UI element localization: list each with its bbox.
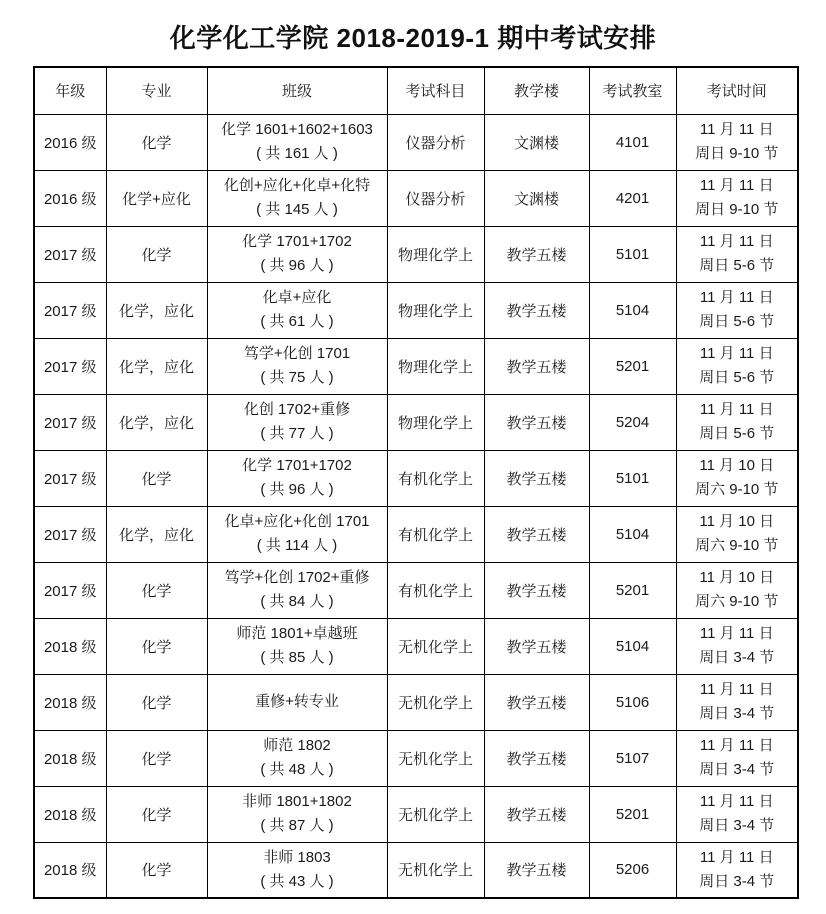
cell-grade: 2017 级 (34, 226, 106, 282)
column-header: 考试时间 (676, 67, 798, 114)
class-size: ( 共 114 人 ) (256, 537, 338, 554)
cell-class (207, 674, 387, 730)
class-name: 化学 1601+1602+1603 (221, 121, 373, 138)
cell-time (676, 842, 798, 898)
exam-session: 周日 9-10 节 (695, 201, 779, 218)
cell-subject: 无机化学上 (387, 730, 484, 786)
cell-subject: 物理化学上 (387, 394, 484, 450)
table-row (34, 226, 798, 282)
cell-time (676, 170, 798, 226)
column-header: 专业 (106, 67, 207, 114)
cell-class (207, 842, 387, 898)
cell-major: 化学，应化 (106, 338, 207, 394)
cell-subject: 无机化学上 (387, 618, 484, 674)
cell-major: 化学 (106, 842, 207, 898)
cell-time (676, 730, 798, 786)
class-size: ( 共 48 人 ) (260, 761, 334, 778)
exam-session: 周日 3-4 节 (699, 705, 775, 722)
class-size: ( 共 96 人 ) (260, 257, 334, 274)
class-name: 化创+应化+化卓+化特 (223, 177, 371, 194)
exam-date: 11 月 11 日 (699, 793, 774, 810)
class-name: 非师 1803 (263, 848, 331, 866)
cell-building: 教学五楼 (484, 562, 589, 618)
cell-building: 教学五楼 (484, 226, 589, 282)
class-name: 化卓+应化 (262, 289, 332, 306)
cell-time (676, 786, 798, 842)
exam-date: 11 月 11 日 (699, 681, 774, 698)
cell-time (676, 674, 798, 730)
exam-date: 11 月 10 日 (699, 457, 775, 474)
page-title: 化学化工学院 2018-2019-1 期中考试安排 (169, 23, 657, 53)
cell-class (207, 786, 387, 842)
cell-room: 5101 (589, 226, 676, 282)
class-name: 化卓+应化+化创 1701 (224, 513, 370, 530)
table-row (34, 114, 798, 170)
cell-building: 教学五楼 (484, 842, 589, 898)
table-row (34, 786, 798, 842)
exam-date: 11 月 11 日 (699, 121, 774, 138)
table-row (34, 338, 798, 394)
cell-class (207, 450, 387, 506)
cell-room: 5101 (589, 450, 676, 506)
cell-major: 化学 (106, 618, 207, 674)
cell-subject: 仪器分析 (387, 170, 484, 226)
class-size: ( 共 145 人 ) (256, 201, 338, 218)
table-row (34, 394, 798, 450)
cell-room: 5107 (589, 730, 676, 786)
column-header: 年级 (34, 67, 106, 114)
class-size: ( 共 85 人 ) (260, 649, 334, 666)
cell-class (207, 282, 387, 338)
class-size: ( 共 161 人 ) (256, 145, 338, 162)
exam-session: 周日 9-10 节 (695, 145, 779, 162)
cell-room: 5201 (589, 338, 676, 394)
cell-building: 教学五楼 (484, 394, 589, 450)
column-header: 教学楼 (484, 67, 589, 114)
class-name: 化创 1702+重修 (243, 401, 351, 418)
class-size: ( 共 75 人 ) (260, 369, 334, 386)
cell-room: 5206 (589, 842, 676, 898)
cell-building: 教学五楼 (484, 282, 589, 338)
cell-major: 化学，应化 (106, 506, 207, 562)
cell-time (676, 394, 798, 450)
cell-time (676, 114, 798, 170)
exam-date: 11 月 11 日 (699, 625, 774, 642)
table-row (34, 842, 798, 898)
cell-building: 文渊楼 (484, 114, 589, 170)
cell-major: 化学，应化 (106, 394, 207, 450)
exam-date: 11 月 11 日 (699, 345, 774, 362)
exam-session: 周日 3-4 节 (699, 872, 775, 890)
cell-time (676, 282, 798, 338)
exam-session: 周日 5-6 节 (699, 257, 775, 274)
exam-date: 11 月 11 日 (699, 233, 774, 250)
cell-major: 化学，应化 (106, 282, 207, 338)
class-name: 笃学+化创 1702+重修 (224, 569, 370, 586)
cell-class (207, 394, 387, 450)
cell-building: 教学五楼 (484, 506, 589, 562)
table-row (34, 730, 798, 786)
cell-building: 文渊楼 (484, 170, 589, 226)
exam-session: 周日 5-6 节 (699, 369, 775, 386)
cell-room: 4101 (589, 114, 676, 170)
cell-subject: 物理化学上 (387, 226, 484, 282)
cell-major: 化学 (106, 114, 207, 170)
cell-subject: 有机化学上 (387, 450, 484, 506)
cell-subject: 无机化学上 (387, 842, 484, 898)
cell-subject: 有机化学上 (387, 562, 484, 618)
cell-class (207, 562, 387, 618)
cell-grade: 2018 级 (34, 674, 106, 730)
table-row (34, 170, 798, 226)
cell-class (207, 114, 387, 170)
exam-date: 11 月 11 日 (699, 737, 774, 754)
cell-major: 化学 (106, 226, 207, 282)
cell-room: 5104 (589, 506, 676, 562)
class-size: ( 共 87 人 ) (260, 817, 334, 834)
table-row (34, 506, 798, 562)
cell-room: 5104 (589, 618, 676, 674)
cell-time (676, 562, 798, 618)
cell-grade: 2018 级 (34, 842, 106, 898)
cell-time (676, 338, 798, 394)
exam-date: 11 月 11 日 (699, 177, 774, 194)
exam-session: 周六 9-10 节 (695, 537, 779, 554)
cell-grade: 2016 级 (34, 170, 106, 226)
cell-building: 教学五楼 (484, 450, 589, 506)
cell-subject: 物理化学上 (387, 282, 484, 338)
cell-building: 教学五楼 (484, 786, 589, 842)
cell-class (207, 618, 387, 674)
cell-time (676, 506, 798, 562)
cell-room: 5106 (589, 674, 676, 730)
class-size: ( 共 61 人 ) (260, 313, 334, 330)
cell-grade: 2017 级 (34, 506, 106, 562)
cell-class (207, 226, 387, 282)
cell-class (207, 170, 387, 226)
cell-room: 5201 (589, 562, 676, 618)
cell-grade: 2017 级 (34, 394, 106, 450)
column-header: 考试教室 (589, 67, 676, 114)
cell-grade: 2017 级 (34, 282, 106, 338)
cell-building: 教学五楼 (484, 618, 589, 674)
cell-subject: 无机化学上 (387, 674, 484, 730)
exam-session: 周日 3-4 节 (699, 817, 775, 834)
cell-major: 化学 (106, 730, 207, 786)
cell-room: 5204 (589, 394, 676, 450)
exam-date: 11 月 11 日 (699, 848, 774, 866)
class-name: 重修+转专业 (255, 693, 339, 710)
cell-time (676, 618, 798, 674)
class-name: 师范 1802 (263, 737, 331, 754)
cell-major: 化学 (106, 562, 207, 618)
cell-building: 教学五楼 (484, 730, 589, 786)
table-row (34, 674, 798, 730)
exam-date: 11 月 11 日 (699, 401, 774, 418)
exam-date: 11 月 11 日 (699, 289, 774, 306)
exam-session: 周日 5-6 节 (699, 425, 775, 442)
class-name: 笃学+化创 1701 (243, 345, 351, 362)
column-header: 考试科目 (387, 67, 484, 114)
cell-room: 5104 (589, 282, 676, 338)
class-size: ( 共 84 人 ) (260, 593, 334, 610)
class-name: 非师 1801+1802 (242, 793, 352, 810)
class-size: ( 共 77 人 ) (260, 425, 334, 442)
cell-subject: 物理化学上 (387, 338, 484, 394)
cell-subject: 仪器分析 (387, 114, 484, 170)
cell-subject: 无机化学上 (387, 786, 484, 842)
cell-grade: 2018 级 (34, 786, 106, 842)
header-row (34, 67, 798, 114)
cell-building: 教学五楼 (484, 674, 589, 730)
cell-grade: 2017 级 (34, 450, 106, 506)
exam-date: 11 月 10 日 (699, 569, 775, 586)
exam-schedule-table (33, 66, 799, 899)
table-row (34, 618, 798, 674)
cell-grade: 2018 级 (34, 618, 106, 674)
cell-class (207, 730, 387, 786)
cell-major: 化学+应化 (106, 170, 207, 226)
cell-major: 化学 (106, 786, 207, 842)
column-header: 班级 (207, 67, 387, 114)
cell-room: 5201 (589, 786, 676, 842)
cell-subject: 有机化学上 (387, 506, 484, 562)
cell-major: 化学 (106, 450, 207, 506)
cell-grade: 2017 级 (34, 562, 106, 618)
exam-session: 周六 9-10 节 (695, 481, 779, 498)
class-size: ( 共 96 人 ) (260, 481, 334, 498)
table-row (34, 562, 798, 618)
cell-room: 4201 (589, 170, 676, 226)
cell-grade: 2017 级 (34, 338, 106, 394)
cell-class (207, 338, 387, 394)
cell-time (676, 450, 798, 506)
exam-session: 周六 9-10 节 (695, 593, 779, 610)
cell-time (676, 226, 798, 282)
cell-major: 化学 (106, 674, 207, 730)
exam-date: 11 月 10 日 (699, 513, 775, 530)
cell-class (207, 506, 387, 562)
table-row (34, 450, 798, 506)
table-row (34, 282, 798, 338)
cell-grade: 2016 级 (34, 114, 106, 170)
cell-grade: 2018 级 (34, 730, 106, 786)
exam-session: 周日 3-4 节 (699, 761, 775, 778)
cell-building: 教学五楼 (484, 338, 589, 394)
class-name: 化学 1701+1702 (242, 457, 352, 474)
exam-session: 周日 3-4 节 (699, 649, 775, 666)
class-name: 师范 1801+卓越班 (236, 625, 358, 642)
class-size: ( 共 43 人 ) (260, 872, 334, 890)
exam-session: 周日 5-6 节 (699, 313, 775, 330)
class-name: 化学 1701+1702 (242, 233, 352, 250)
